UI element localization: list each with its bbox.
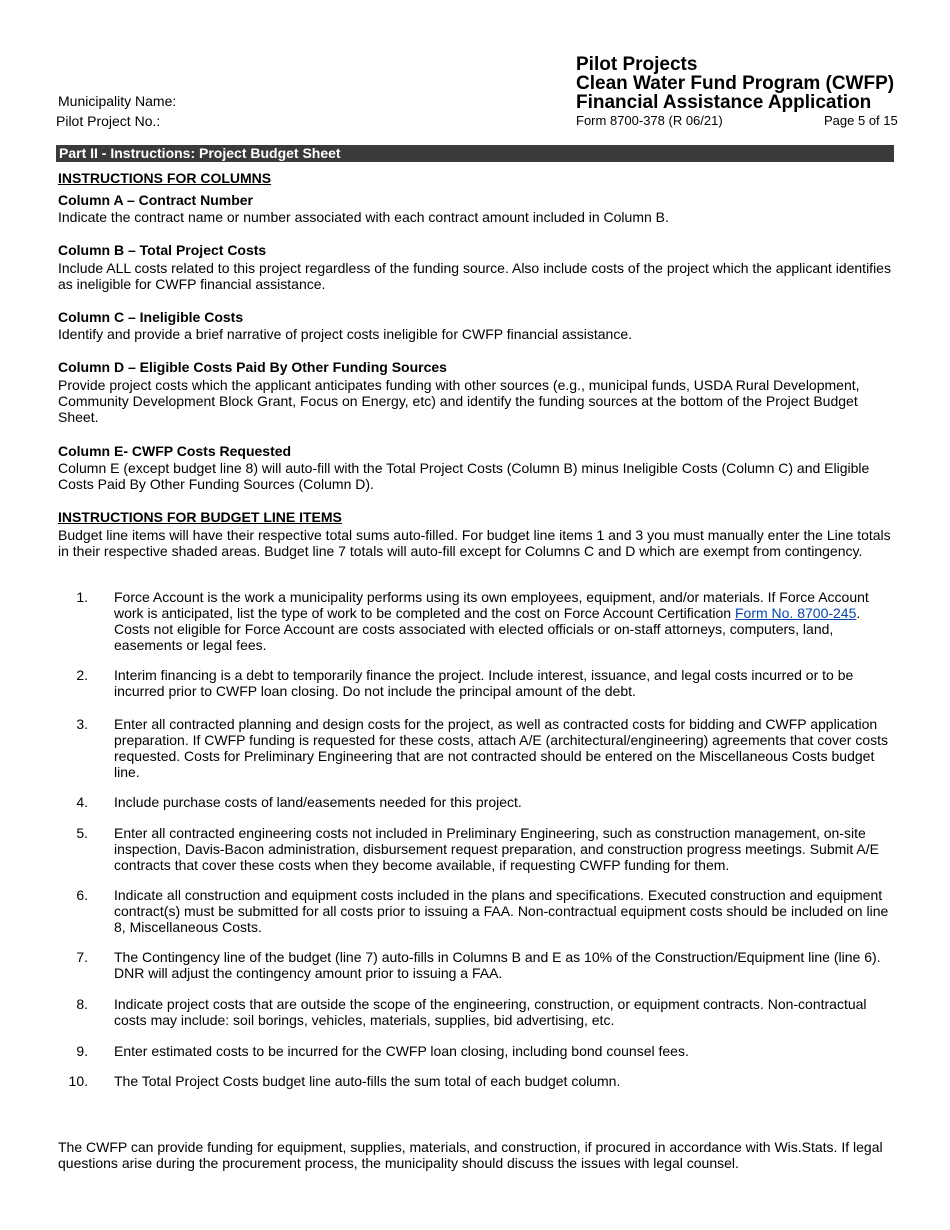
pilot-project-no-label: Pilot Project No.:: [56, 113, 161, 129]
item-number: 7.: [76, 949, 88, 965]
item-text: Enter all contracted engineering costs not included in Preliminary Engineering, such as construction management, on-site inspection, Davis-Bacon administration, disbursement request preparation, and construction progress meetings. Submit A/E contracts that cover these costs when they become available, if requesting CWFP funding for them.: [114, 825, 879, 873]
item-number: 4.: [76, 794, 88, 810]
item-number: 1.: [76, 589, 88, 605]
budget-heading: INSTRUCTIONS FOR BUDGET LINE ITEMS: [58, 509, 342, 525]
column-d-title: Column D – Eligible Costs Paid By Other Funding Sources: [58, 359, 447, 375]
item-number: 5.: [76, 825, 88, 841]
item-number: 8.: [76, 996, 88, 1012]
column-e-title: Column E- CWFP Costs Requested: [58, 443, 292, 459]
item-number: 9.: [76, 1043, 88, 1059]
item-number: 3.: [76, 716, 88, 732]
municipality-name-label: Municipality Name:: [58, 93, 177, 109]
item-text: Enter estimated costs to be incurred for the CWFP loan closing, including bond counsel fees.: [114, 1043, 689, 1059]
item-number: 6.: [76, 887, 88, 903]
form-title-line1: Pilot Projects: [576, 54, 698, 75]
column-a-title: Column A – Contract Number: [58, 192, 253, 208]
form-8700-245-link[interactable]: Form No. 8700-245: [734, 605, 857, 621]
column-b-text: Include ALL costs related to this project regardless of the funding source. Also include costs of the project which the applicant identifies as ineligible for CWFP financial assistance.: [58, 260, 891, 292]
column-a-text: Indicate the contract name or number associated with each contract amount included in Column B.: [58, 209, 669, 225]
item-text: The Total Project Costs budget line auto-fills the sum total of each budget column.: [114, 1073, 621, 1089]
item-text: The Contingency line of the budget (line 7) auto-fills in Columns B and E as 10% of the Construction/Equipment line (line 6). DNR will adjust the contingency amount prior to issuing a FAA.: [114, 949, 881, 981]
item-text: Enter all contracted planning and design costs for the project, as well as contracted costs for bidding and CWFP application preparation. If CWFP funding is requested for these costs, attach A/E (architectural/engineering) agreements that cover costs requested. Costs for Preliminary Engineering that are not contracted should be entered on the Miscellaneous Costs budget line.: [114, 716, 889, 780]
footer-note: The CWFP can provide funding for equipment, supplies, materials, and construction, if procured in accordance with Wis.Stats. If legal questions arise during the procurement process, the municipality should discuss the issues with legal counsel.: [58, 1139, 883, 1171]
item-text: Include purchase costs of land/easements needed for this project.: [114, 794, 522, 810]
form-title-line2: Clean Water Fund Program (CWFP): [576, 73, 895, 94]
column-c-title: Column C – Ineligible Costs: [58, 309, 244, 325]
item-number: 2.: [76, 667, 88, 683]
columns-heading: INSTRUCTIONS FOR COLUMNS: [58, 170, 272, 186]
column-c-text: Identify and provide a brief narrative of project costs ineligible for CWFP financial assistance.: [58, 326, 633, 342]
item-text: Force Account is the work a municipality performs using its own employees, equipment, and/or materials. If Force Account work is anticipated, list the type of work to be completed and the cost on Force Account Certification Form No. 8700-245. Costs not eligible for Force Account are costs associated with elected officials or on-staff attorneys, computers, land, easements or legal fees.: [114, 589, 869, 653]
item-text: Indicate all construction and equipment costs included in the plans and specifications. Executed construction and equipment contract(s) must be submitted for all costs prior to issuing a FAA. Non-contractual equipment costs should be included on line 8, Miscellaneous Costs.: [114, 887, 889, 935]
column-e-text: Column E (except budget line 8) will auto-fill with the Total Project Costs (Column B) minus Ineligible Costs (Column C) and Eligible Costs Paid By Other Funding Sources (Column D).: [58, 460, 870, 492]
column-b-title: Column B – Total Project Costs: [58, 242, 267, 258]
form-number: Form 8700-378 (R 06/21): [576, 113, 723, 128]
form-title-line3: Financial Assistance Application: [576, 92, 872, 113]
item-text: Indicate project costs that are outside the scope of the engineering, construction, or equipment contracts. Non-contractual costs may include: soil borings, vehicles, materials, supplies, bid advertising, etc.: [114, 996, 867, 1028]
column-d-text: Provide project costs which the applicant anticipates funding with other sources (e.g., municipal funds, USDA Rural Development, Community Development Block Grant, Focus on Energy, etc) and identify the funding sources at the bottom of the Project Budget Sheet.: [58, 377, 860, 425]
item-number: 10.: [68, 1073, 88, 1089]
part-section-bar: Part II - Instructions: Project Budget Sheet: [56, 145, 894, 162]
item-text: Interim financing is a debt to temporarily finance the project. Include interest, issuance, and legal costs incurred or to be incurred prior to CWFP loan closing. Do not include the principal amount of the debt.: [114, 667, 854, 699]
page-number: Page 5 of 15: [824, 113, 898, 128]
budget-intro: Budget line items will have their respective total sums auto-filled. For budget line items 1 and 3 you must manually enter the Line totals in their respective shaded areas. Budget line 7 totals will auto-fill except for Columns C and D which are exempt from contingency.: [58, 527, 891, 559]
